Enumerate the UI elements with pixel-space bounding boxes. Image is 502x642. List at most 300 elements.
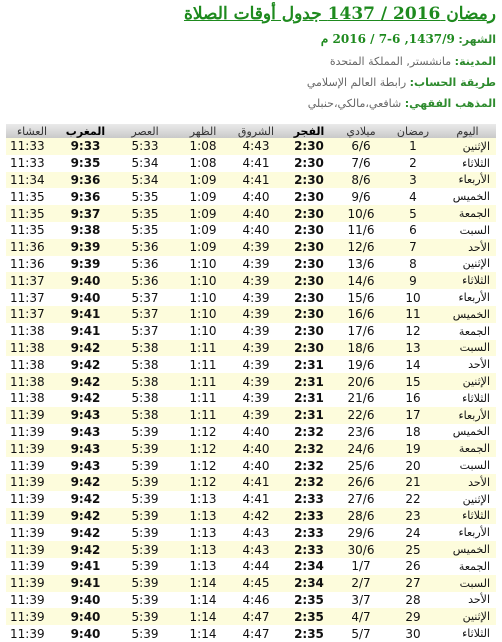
dhuhr-cell: 1:10 xyxy=(177,256,229,273)
ramadan-day-cell: 17 xyxy=(387,407,439,424)
col-header-fajr: الفجر xyxy=(283,124,335,138)
dhuhr-cell: 1:10 xyxy=(177,306,229,323)
asr-cell: 5:39 xyxy=(113,608,177,625)
shuruq-cell: 4:41 xyxy=(229,172,283,189)
ramadan-day-cell: 20 xyxy=(387,457,439,474)
asr-cell: 5:38 xyxy=(113,356,177,373)
weekday-cell: الخميس xyxy=(439,188,496,205)
ramadan-day-cell: 7 xyxy=(387,239,439,256)
weekday-cell: الإثنين xyxy=(439,373,496,390)
dhuhr-cell: 1:11 xyxy=(177,407,229,424)
shuruq-cell: 4:39 xyxy=(229,272,283,289)
gregorian-date-cell: 14/6 xyxy=(335,272,387,289)
fajr-cell: 2:34 xyxy=(283,575,335,592)
maghrib-cell: 9:40 xyxy=(58,592,113,609)
weekday-cell: الأحد xyxy=(439,592,496,609)
fajr-cell: 2:35 xyxy=(283,625,335,642)
asr-cell: 5:39 xyxy=(113,474,177,491)
maghrib-cell: 9:42 xyxy=(58,356,113,373)
isha-cell: 11:38 xyxy=(6,390,58,407)
dhuhr-cell: 1:14 xyxy=(177,625,229,642)
asr-cell: 5:39 xyxy=(113,558,177,575)
prayer-times-table xyxy=(6,124,496,642)
col-header-asr: العصر xyxy=(113,124,177,138)
shuruq-cell: 4:46 xyxy=(229,592,283,609)
weekday-cell: الأحد xyxy=(439,474,496,491)
weekday-cell: الأحد xyxy=(439,239,496,256)
table-row xyxy=(6,289,496,306)
shuruq-cell: 4:39 xyxy=(229,373,283,390)
month-label: الشهر: xyxy=(458,33,496,46)
gregorian-date-cell: 20/6 xyxy=(335,373,387,390)
dhuhr-cell: 1:09 xyxy=(177,222,229,239)
gregorian-date-cell: 1/7 xyxy=(335,558,387,575)
maghrib-cell: 9:33 xyxy=(58,138,113,155)
isha-cell: 11:39 xyxy=(6,457,58,474)
dhuhr-cell: 1:10 xyxy=(177,323,229,340)
shuruq-cell: 4:39 xyxy=(229,323,283,340)
gregorian-date-cell: 16/6 xyxy=(335,306,387,323)
shuruq-cell: 4:39 xyxy=(229,289,283,306)
isha-cell: 11:33 xyxy=(6,155,58,172)
ramadan-day-cell: 22 xyxy=(387,491,439,508)
dhuhr-cell: 1:09 xyxy=(177,205,229,222)
asr-cell: 5:36 xyxy=(113,272,177,289)
maghrib-cell: 9:39 xyxy=(58,239,113,256)
fajr-cell: 2:30 xyxy=(283,323,335,340)
table-row xyxy=(6,491,496,508)
col-header-maghrib: المغرب xyxy=(58,124,113,138)
ramadan-day-cell: 30 xyxy=(387,625,439,642)
city-info xyxy=(330,55,496,68)
ramadan-day-cell: 18 xyxy=(387,424,439,441)
isha-cell: 11:38 xyxy=(6,373,58,390)
gregorian-date-cell: 7/6 xyxy=(335,155,387,172)
dhuhr-cell: 1:13 xyxy=(177,558,229,575)
ramadan-day-cell: 1 xyxy=(387,138,439,155)
ramadan-day-cell: 11 xyxy=(387,306,439,323)
isha-cell: 11:33 xyxy=(6,138,58,155)
asr-cell: 5:34 xyxy=(113,155,177,172)
shuruq-cell: 4:39 xyxy=(229,306,283,323)
method-label: طريقة الحساب: xyxy=(409,76,496,89)
table-row xyxy=(6,424,496,441)
maghrib-cell: 9:36 xyxy=(58,188,113,205)
asr-cell: 5:39 xyxy=(113,524,177,541)
weekday-cell: الأربعاء xyxy=(439,407,496,424)
asr-cell: 5:39 xyxy=(113,508,177,525)
dhuhr-cell: 1:11 xyxy=(177,390,229,407)
maghrib-cell: 9:40 xyxy=(58,625,113,642)
gregorian-date-cell: 6/6 xyxy=(335,138,387,155)
ramadan-day-cell: 9 xyxy=(387,272,439,289)
fajr-cell: 2:30 xyxy=(283,289,335,306)
maghrib-cell: 9:42 xyxy=(58,474,113,491)
isha-cell: 11:39 xyxy=(6,558,58,575)
asr-cell: 5:35 xyxy=(113,205,177,222)
page-title: رمضان 2016 / 1437 جدول أوقات الصلاة xyxy=(183,4,496,24)
gregorian-date-cell: 18/6 xyxy=(335,340,387,357)
dhuhr-cell: 1:09 xyxy=(177,172,229,189)
table-row xyxy=(6,222,496,239)
fajr-cell: 2:30 xyxy=(283,138,335,155)
gregorian-date-cell: 11/6 xyxy=(335,222,387,239)
city-label: المدينة: xyxy=(454,55,496,68)
table-row xyxy=(6,440,496,457)
fajr-cell: 2:33 xyxy=(283,541,335,558)
isha-cell: 11:39 xyxy=(6,407,58,424)
table-row xyxy=(6,608,496,625)
table-row xyxy=(6,558,496,575)
fajr-cell: 2:32 xyxy=(283,440,335,457)
asr-cell: 5:39 xyxy=(113,457,177,474)
dhuhr-cell: 1:12 xyxy=(177,424,229,441)
asr-cell: 5:34 xyxy=(113,172,177,189)
gregorian-date-cell: 23/6 xyxy=(335,424,387,441)
gregorian-date-cell: 15/6 xyxy=(335,289,387,306)
city-value: مانشستر, المملكة المتحدة xyxy=(329,55,452,68)
weekday-cell: السبت xyxy=(439,457,496,474)
weekday-cell: الثلاثاء xyxy=(439,272,496,289)
weekday-cell: الجمعة xyxy=(439,558,496,575)
table-row xyxy=(6,390,496,407)
gregorian-date-cell: 26/6 xyxy=(335,474,387,491)
table-row xyxy=(6,256,496,273)
gregorian-date-cell: 8/6 xyxy=(335,172,387,189)
fajr-cell: 2:30 xyxy=(283,340,335,357)
asr-cell: 5:35 xyxy=(113,188,177,205)
ramadan-day-cell: 29 xyxy=(387,608,439,625)
fajr-cell: 2:31 xyxy=(283,407,335,424)
fajr-cell: 2:32 xyxy=(283,424,335,441)
table-row xyxy=(6,272,496,289)
shuruq-cell: 4:41 xyxy=(229,491,283,508)
weekday-cell: الأربعاء xyxy=(439,289,496,306)
ramadan-day-cell: 21 xyxy=(387,474,439,491)
fajr-cell: 2:32 xyxy=(283,474,335,491)
asr-cell: 5:38 xyxy=(113,340,177,357)
shuruq-cell: 4:40 xyxy=(229,222,283,239)
weekday-cell: الإثنين xyxy=(439,138,496,155)
dhuhr-cell: 1:09 xyxy=(177,188,229,205)
maghrib-cell: 9:41 xyxy=(58,575,113,592)
ramadan-day-cell: 23 xyxy=(387,508,439,525)
maghrib-cell: 9:41 xyxy=(58,323,113,340)
table-row xyxy=(6,239,496,256)
table-row xyxy=(6,172,496,189)
asr-cell: 5:37 xyxy=(113,289,177,306)
fajr-cell: 2:30 xyxy=(283,188,335,205)
gregorian-date-cell: 27/6 xyxy=(335,491,387,508)
maghrib-cell: 9:42 xyxy=(58,541,113,558)
fajr-cell: 2:33 xyxy=(283,508,335,525)
weekday-cell: الثلاثاء xyxy=(439,155,496,172)
ramadan-day-cell: 14 xyxy=(387,356,439,373)
gregorian-date-cell: 17/6 xyxy=(335,323,387,340)
weekday-cell: الأربعاء xyxy=(439,524,496,541)
isha-cell: 11:35 xyxy=(6,205,58,222)
gregorian-date-cell: 10/6 xyxy=(335,205,387,222)
table-header-row xyxy=(6,124,496,138)
ramadan-day-cell: 16 xyxy=(387,390,439,407)
fajr-cell: 2:30 xyxy=(283,256,335,273)
table-row xyxy=(6,155,496,172)
maghrib-cell: 9:37 xyxy=(58,205,113,222)
maghrib-cell: 9:38 xyxy=(58,222,113,239)
shuruq-cell: 4:39 xyxy=(229,340,283,357)
maghrib-cell: 9:42 xyxy=(58,340,113,357)
isha-cell: 11:39 xyxy=(6,508,58,525)
weekday-cell: الخميس xyxy=(439,306,496,323)
dhuhr-cell: 1:12 xyxy=(177,474,229,491)
weekday-cell: الخميس xyxy=(439,424,496,441)
table-row xyxy=(6,524,496,541)
ramadan-day-cell: 5 xyxy=(387,205,439,222)
weekday-cell: الثلاثاء xyxy=(439,508,496,525)
maghrib-cell: 9:42 xyxy=(58,390,113,407)
maghrib-cell: 9:42 xyxy=(58,491,113,508)
dhuhr-cell: 1:12 xyxy=(177,457,229,474)
maghrib-cell: 9:43 xyxy=(58,440,113,457)
maghrib-cell: 9:41 xyxy=(58,558,113,575)
ramadan-day-cell: 3 xyxy=(387,172,439,189)
gregorian-date-cell: 29/6 xyxy=(335,524,387,541)
table-row xyxy=(6,138,496,155)
shuruq-cell: 4:39 xyxy=(229,390,283,407)
shuruq-cell: 4:43 xyxy=(229,541,283,558)
gregorian-date-cell: 28/6 xyxy=(335,508,387,525)
ramadan-day-cell: 4 xyxy=(387,188,439,205)
shuruq-cell: 4:45 xyxy=(229,575,283,592)
dhuhr-cell: 1:11 xyxy=(177,373,229,390)
table-row xyxy=(6,373,496,390)
weekday-cell: الإثنين xyxy=(439,256,496,273)
shuruq-cell: 4:44 xyxy=(229,558,283,575)
isha-cell: 11:36 xyxy=(6,256,58,273)
dhuhr-cell: 1:08 xyxy=(177,155,229,172)
fajr-cell: 2:30 xyxy=(283,306,335,323)
dhuhr-cell: 1:14 xyxy=(177,592,229,609)
asr-cell: 5:39 xyxy=(113,424,177,441)
gregorian-date-cell: 24/6 xyxy=(335,440,387,457)
fajr-cell: 2:35 xyxy=(283,608,335,625)
shuruq-cell: 4:40 xyxy=(229,440,283,457)
weekday-cell: الأحد xyxy=(439,356,496,373)
table-row xyxy=(6,356,496,373)
maghrib-cell: 9:35 xyxy=(58,155,113,172)
ramadan-day-cell: 27 xyxy=(387,575,439,592)
dhuhr-cell: 1:13 xyxy=(177,491,229,508)
table-row xyxy=(6,205,496,222)
fajr-cell: 2:33 xyxy=(283,524,335,541)
dhuhr-cell: 1:11 xyxy=(177,340,229,357)
table-row xyxy=(6,340,496,357)
madhab-label: المذهب الفقهي: xyxy=(404,97,496,110)
asr-cell: 5:39 xyxy=(113,575,177,592)
dhuhr-cell: 1:12 xyxy=(177,440,229,457)
gregorian-date-cell: 22/6 xyxy=(335,407,387,424)
weekday-cell: السبت xyxy=(439,340,496,357)
table-row xyxy=(6,592,496,609)
madhab-info xyxy=(308,97,496,110)
maghrib-cell: 9:40 xyxy=(58,272,113,289)
fajr-cell: 2:31 xyxy=(283,356,335,373)
weekday-cell: الثلاثاء xyxy=(439,625,496,642)
col-header-day: اليوم xyxy=(439,124,496,138)
table-row xyxy=(6,457,496,474)
isha-cell: 11:35 xyxy=(6,222,58,239)
isha-cell: 11:39 xyxy=(6,424,58,441)
asr-cell: 5:35 xyxy=(113,222,177,239)
isha-cell: 11:39 xyxy=(6,575,58,592)
dhuhr-cell: 1:13 xyxy=(177,541,229,558)
ramadan-day-cell: 13 xyxy=(387,340,439,357)
dhuhr-cell: 1:10 xyxy=(177,272,229,289)
shuruq-cell: 4:39 xyxy=(229,356,283,373)
isha-cell: 11:39 xyxy=(6,625,58,642)
maghrib-cell: 9:40 xyxy=(58,608,113,625)
table-row xyxy=(6,508,496,525)
maghrib-cell: 9:41 xyxy=(58,306,113,323)
month-value: 1437/9, 6-7 / 2016 م xyxy=(320,32,455,46)
dhuhr-cell: 1:14 xyxy=(177,575,229,592)
table-row xyxy=(6,306,496,323)
gregorian-date-cell: 25/6 xyxy=(335,457,387,474)
dhuhr-cell: 1:10 xyxy=(177,289,229,306)
ramadan-day-cell: 6 xyxy=(387,222,439,239)
weekday-cell: الإثنين xyxy=(439,608,496,625)
isha-cell: 11:35 xyxy=(6,188,58,205)
table-body xyxy=(6,138,496,642)
shuruq-cell: 4:41 xyxy=(229,155,283,172)
timetable-header xyxy=(0,0,502,120)
dhuhr-cell: 1:09 xyxy=(177,239,229,256)
fajr-cell: 2:35 xyxy=(283,592,335,609)
shuruq-cell: 4:43 xyxy=(229,138,283,155)
table-row xyxy=(6,323,496,340)
method-value: رابطة العالم الإسلامي xyxy=(306,76,407,89)
asr-cell: 5:36 xyxy=(113,239,177,256)
isha-cell: 11:39 xyxy=(6,440,58,457)
table-row xyxy=(6,474,496,491)
ramadan-day-cell: 2 xyxy=(387,155,439,172)
asr-cell: 5:33 xyxy=(113,138,177,155)
fajr-cell: 2:30 xyxy=(283,205,335,222)
asr-cell: 5:38 xyxy=(113,390,177,407)
fajr-cell: 2:30 xyxy=(283,222,335,239)
asr-cell: 5:38 xyxy=(113,407,177,424)
weekday-cell: السبت xyxy=(439,222,496,239)
shuruq-cell: 4:43 xyxy=(229,524,283,541)
table-row xyxy=(6,188,496,205)
isha-cell: 11:38 xyxy=(6,340,58,357)
shuruq-cell: 4:42 xyxy=(229,508,283,525)
asr-cell: 5:39 xyxy=(113,625,177,642)
asr-cell: 5:37 xyxy=(113,323,177,340)
asr-cell: 5:37 xyxy=(113,306,177,323)
fajr-cell: 2:31 xyxy=(283,390,335,407)
maghrib-cell: 9:42 xyxy=(58,508,113,525)
fajr-cell: 2:31 xyxy=(283,373,335,390)
shuruq-cell: 4:40 xyxy=(229,457,283,474)
maghrib-cell: 9:42 xyxy=(58,373,113,390)
asr-cell: 5:36 xyxy=(113,256,177,273)
shuruq-cell: 4:39 xyxy=(229,256,283,273)
weekday-cell: الإثنين xyxy=(439,491,496,508)
fajr-cell: 2:32 xyxy=(283,457,335,474)
shuruq-cell: 4:40 xyxy=(229,188,283,205)
col-header-ramadan: رمضان xyxy=(387,124,439,138)
weekday-cell: الجمعة xyxy=(439,205,496,222)
maghrib-cell: 9:42 xyxy=(58,524,113,541)
ramadan-day-cell: 19 xyxy=(387,440,439,457)
shuruq-cell: 4:41 xyxy=(229,474,283,491)
asr-cell: 5:39 xyxy=(113,592,177,609)
maghrib-cell: 9:43 xyxy=(58,407,113,424)
dhuhr-cell: 1:11 xyxy=(177,356,229,373)
madhab-value: شافعي،مالكي،حنبلي xyxy=(307,97,402,110)
fajr-cell: 2:30 xyxy=(283,272,335,289)
weekday-cell: الثلاثاء xyxy=(439,390,496,407)
isha-cell: 11:37 xyxy=(6,272,58,289)
ramadan-day-cell: 28 xyxy=(387,592,439,609)
shuruq-cell: 4:39 xyxy=(229,407,283,424)
isha-cell: 11:39 xyxy=(6,592,58,609)
ramadan-day-cell: 24 xyxy=(387,524,439,541)
fajr-cell: 2:34 xyxy=(283,558,335,575)
table-row xyxy=(6,407,496,424)
weekday-cell: الجمعة xyxy=(439,440,496,457)
asr-cell: 5:39 xyxy=(113,491,177,508)
asr-cell: 5:39 xyxy=(113,541,177,558)
maghrib-cell: 9:40 xyxy=(58,289,113,306)
gregorian-date-cell: 21/6 xyxy=(335,390,387,407)
ramadan-day-cell: 12 xyxy=(387,323,439,340)
gregorian-date-cell: 5/7 xyxy=(335,625,387,642)
ramadan-day-cell: 8 xyxy=(387,256,439,273)
gregorian-date-cell: 3/7 xyxy=(335,592,387,609)
ramadan-day-cell: 10 xyxy=(387,289,439,306)
isha-cell: 11:39 xyxy=(6,608,58,625)
isha-cell: 11:36 xyxy=(6,239,58,256)
gregorian-date-cell: 9/6 xyxy=(335,188,387,205)
ramadan-day-cell: 26 xyxy=(387,558,439,575)
maghrib-cell: 9:39 xyxy=(58,256,113,273)
weekday-cell: الأربعاء xyxy=(439,172,496,189)
col-header-gregorian: ميلادي xyxy=(335,124,387,138)
isha-cell: 11:34 xyxy=(6,172,58,189)
method-info xyxy=(307,76,496,89)
col-header-isha: العشاء xyxy=(6,124,58,138)
ramadan-day-cell: 25 xyxy=(387,541,439,558)
fajr-cell: 2:30 xyxy=(283,155,335,172)
table-row xyxy=(6,575,496,592)
isha-cell: 11:38 xyxy=(6,356,58,373)
dhuhr-cell: 1:13 xyxy=(177,508,229,525)
isha-cell: 11:39 xyxy=(6,491,58,508)
table-row xyxy=(6,541,496,558)
gregorian-date-cell: 13/6 xyxy=(335,256,387,273)
maghrib-cell: 9:43 xyxy=(58,457,113,474)
dhuhr-cell: 1:08 xyxy=(177,138,229,155)
shuruq-cell: 4:40 xyxy=(229,424,283,441)
shuruq-cell: 4:47 xyxy=(229,608,283,625)
col-header-shuruq: الشروق xyxy=(229,124,283,138)
isha-cell: 11:38 xyxy=(6,323,58,340)
gregorian-date-cell: 19/6 xyxy=(335,356,387,373)
gregorian-date-cell: 30/6 xyxy=(335,541,387,558)
dhuhr-cell: 1:13 xyxy=(177,524,229,541)
